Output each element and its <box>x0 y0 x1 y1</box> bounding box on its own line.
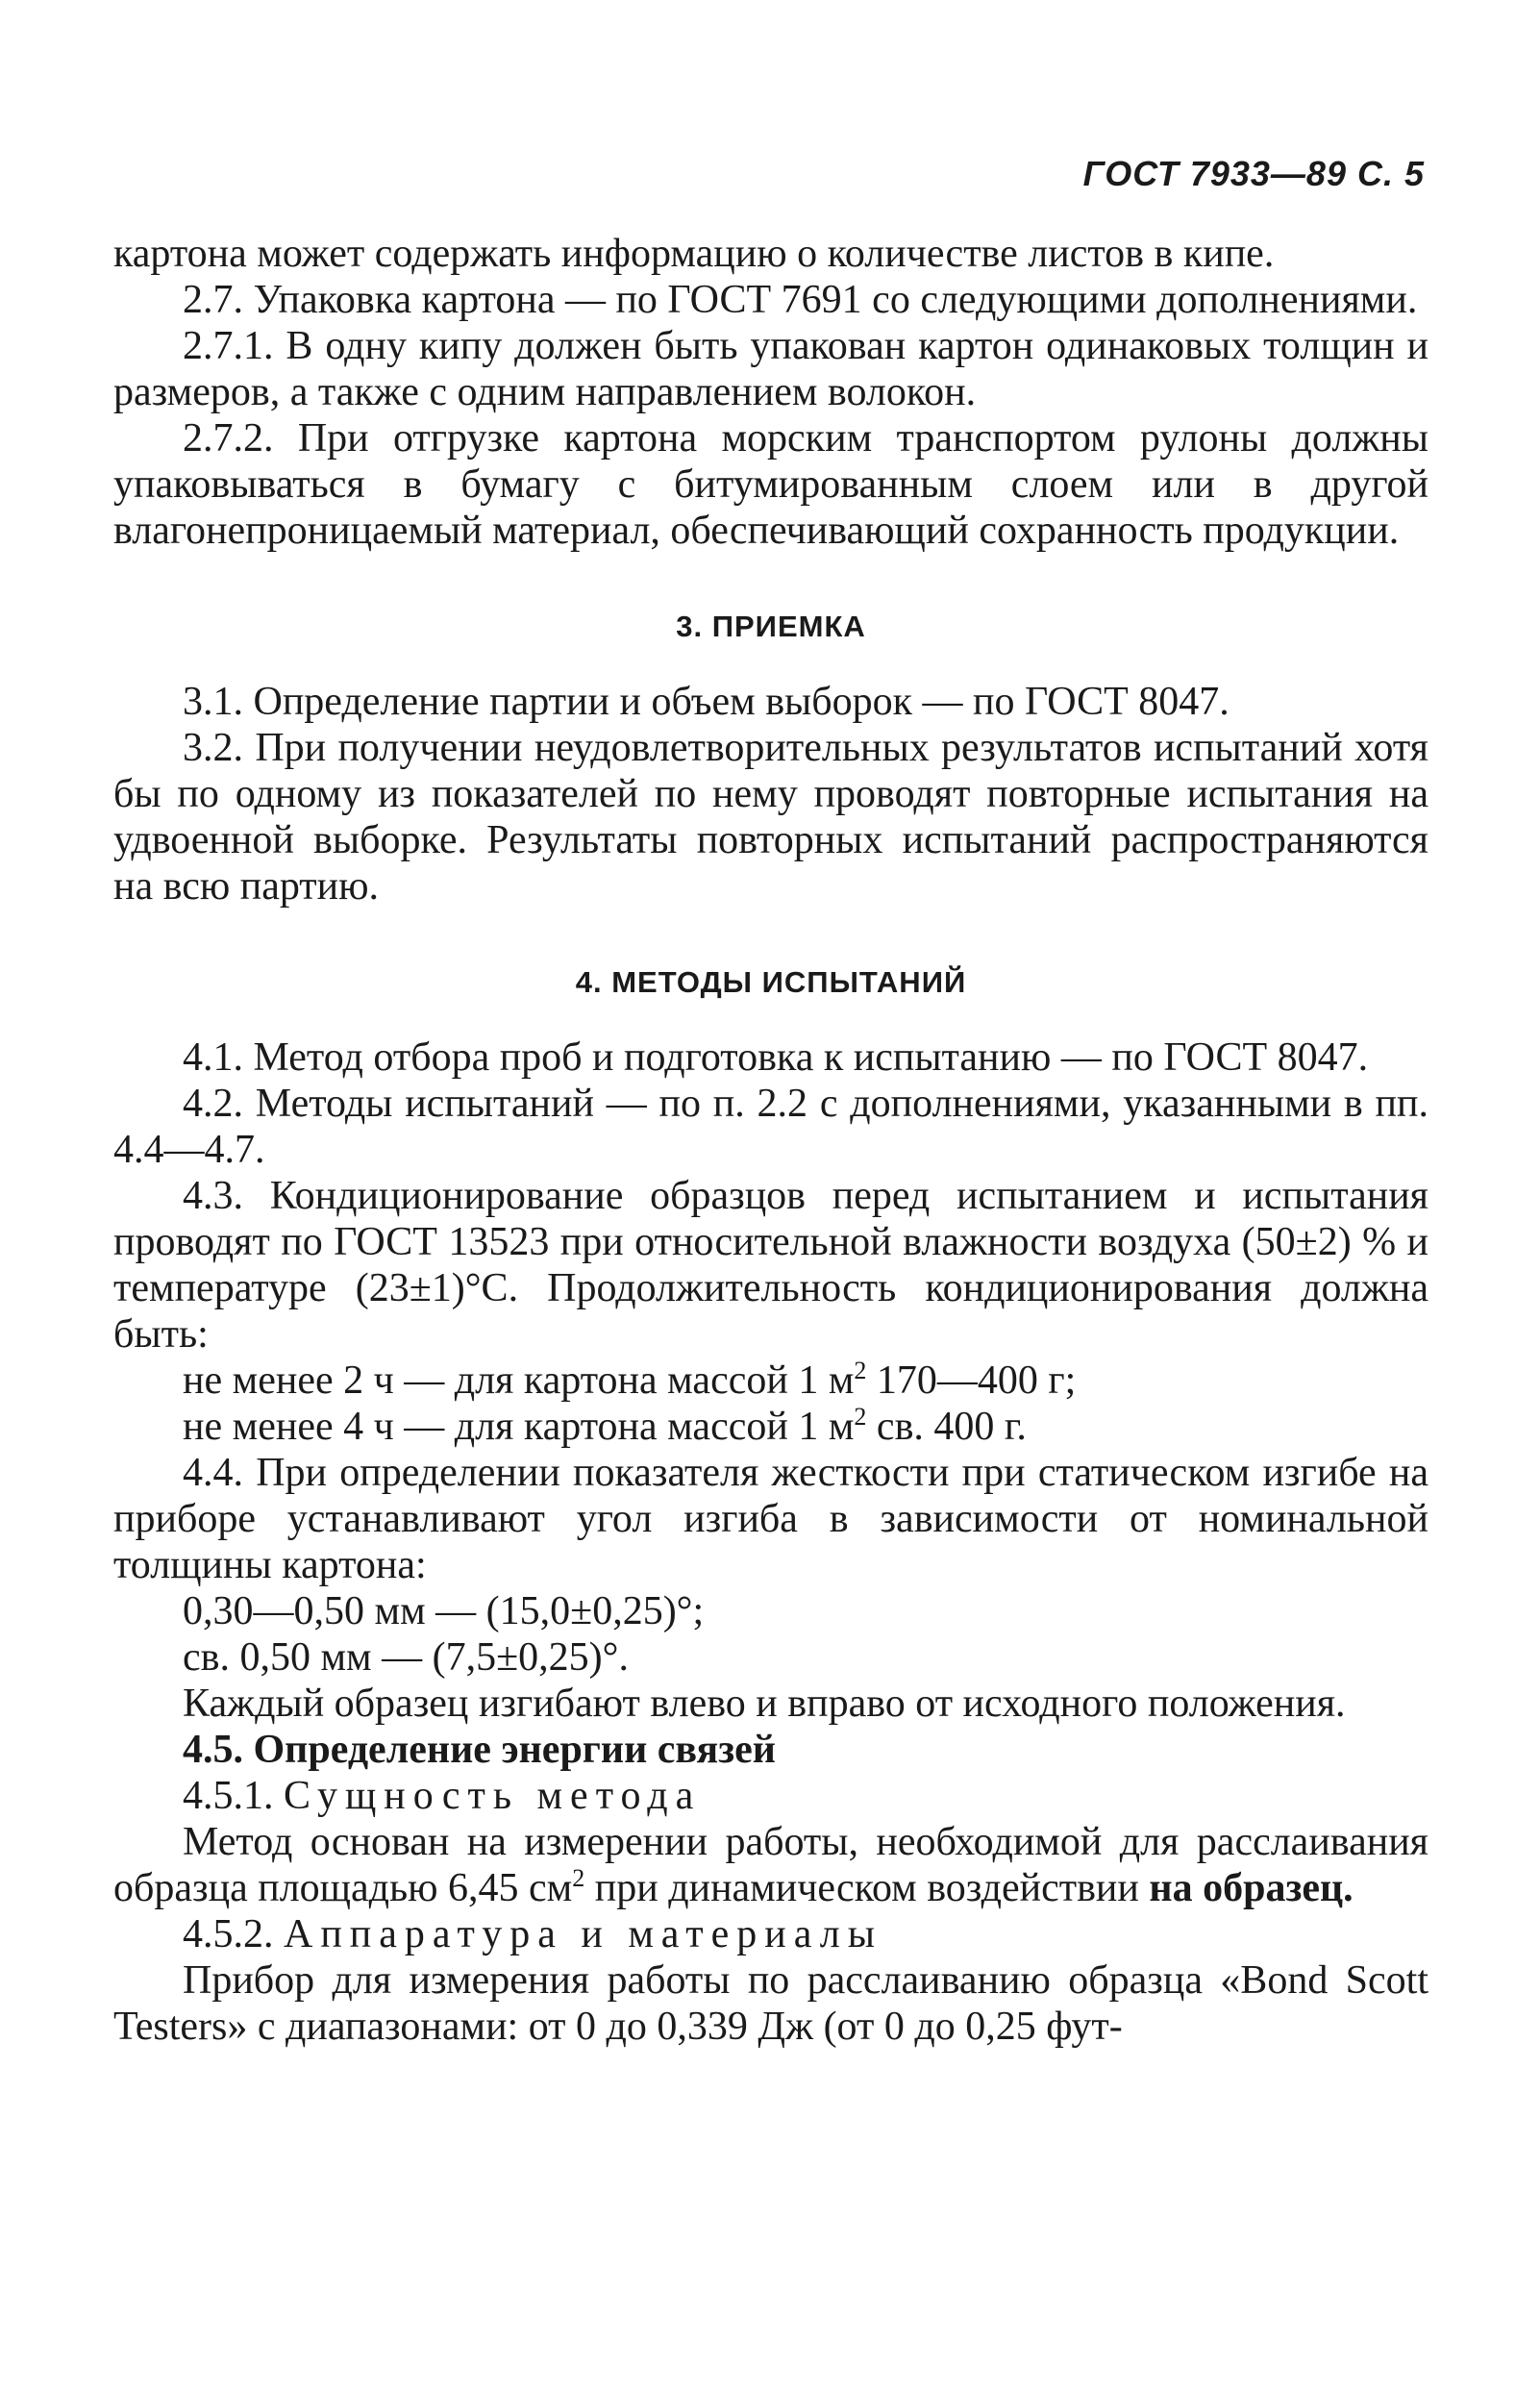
paragraph-device: Прибор для измерения работы по расслаиванию образца «Bond Scott Testers» с диапазонами: от 0 до 0,339 Дж (от 0 до 0,25 фут- <box>113 1958 1428 2049</box>
heading-4-5: 4.5. Определение энергии связей <box>183 1728 776 1772</box>
paragraph-continued: картона может содержать информацию о количестве листов в кипе. <box>113 232 1275 276</box>
paragraph-bend-direction: Каждый образец изгибают влево и вправо от исходного положения. <box>183 1682 1346 1726</box>
section-3-heading: 3. ПРИЕМКА <box>676 610 866 643</box>
bend-angle-line-2: св. 0,50 мм — (7,5±0,25)°. <box>183 1635 629 1680</box>
paragraph-4-3: 4.3. Кондиционирование образцов перед испытанием и испытания проводят по ГОСТ 13523 при относительной влажности воздуха (50±2) % и температуре (23±1)°С. Продолжительность кондиционирования должна быть: <box>113 1174 1428 1357</box>
conditioning-line-1: не менее 2 ч — для картона массой 1 $м^2$ 170—400 г; <box>183 1357 1077 1403</box>
heading-4-5-1: 4.5.1. Сущность метода <box>183 1774 702 1818</box>
heading-4-5-2: 4.5.2. Аппаратура и материалы <box>183 1912 882 1956</box>
paragraph-method-essence: Метод основан на измерении работы, необходимой для расслаивания образца площадью 6,45 $см^2$ при динамическом воздействии на образец. <box>113 1820 1428 1910</box>
paragraph-2-7: 2.7. Упаковка картона — по ГОСТ 7691 со следующими дополнениями. <box>183 278 1418 322</box>
conditioning-line-2: не менее 4 ч — для картона массой 1 $м^2$ св. 400 г. <box>183 1403 1027 1449</box>
paragraph-3-2: 3.2. При получении неудовлетворительных результатов испытаний хотя бы по одному из показателей по нему проводят повторные испытания на удвоенной выборке. Результаты повторных испытаний распространяются на всю партию. <box>113 726 1428 909</box>
paragraph-4-4: 4.4. При определении показателя жесткости при статическом изгибе на приборе устанавливают угол изгиба в зависимости от номинальной толщины картона: <box>113 1451 1428 1587</box>
paragraph-4-2: 4.2. Методы испытаний — по п. 2.2 с дополнениями, указанными в пп. 4.4—4.7. <box>113 1082 1428 1172</box>
paragraph-3-1: 3.1. Определение партии и объем выборок — по ГОСТ 8047. <box>183 680 1230 724</box>
paragraph-4-1: 4.1. Метод отбора проб и подготовка к испытанию — по ГОСТ 8047. <box>183 1035 1369 1080</box>
bend-angle-line-1: 0,30—0,50 мм — (15,0±0,25)°; <box>183 1589 705 1633</box>
section-4-heading: 4. МЕТОДЫ ИСПЫТАНИЙ <box>575 965 967 999</box>
page-header: ГОСТ 7933—89 С. 5 <box>1082 154 1425 193</box>
document-body <box>113 231 1428 2050</box>
paragraph-2-7-2: 2.7.2. При отгрузке картона морским транспортом рулоны должны упаковываться в бумагу с битумированным слоем или в другой влагонепроницаемый материал, обеспечивающий сохранность продукции. <box>113 416 1428 553</box>
paragraph-2-7-1: 2.7.1. В одну кипу должен быть упакован картон одинаковых толщин и размеров, а также с одним направлением волокон. <box>113 324 1428 414</box>
